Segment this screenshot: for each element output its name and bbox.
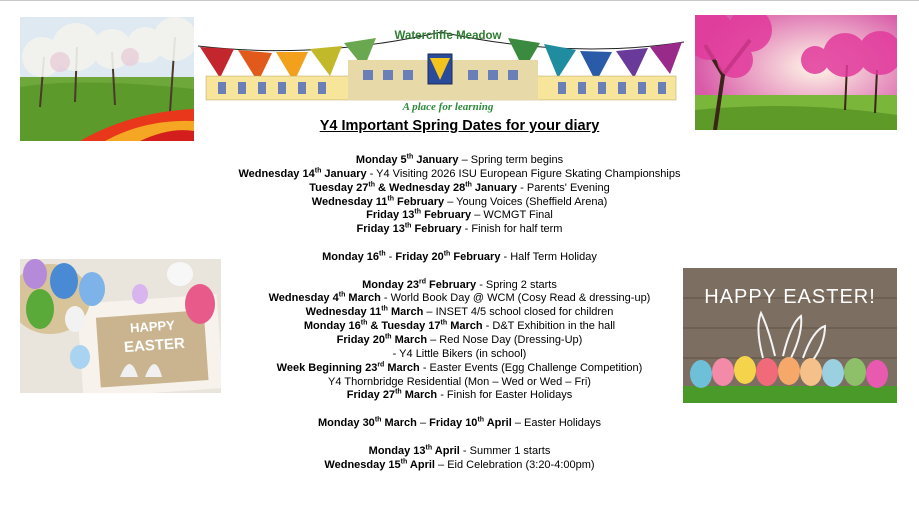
date-suffix: rd [419,277,426,285]
date-bold [357,223,462,235]
date-suffix: th [338,291,346,299]
date-line [0,209,919,223]
date-bold [366,209,471,221]
date-suffix: th [384,333,392,341]
date-line [0,154,919,168]
date-description: - Y4 Little Bikers (in school) [392,347,527,360]
date-description: - [385,250,396,263]
date-day: Week Beginning 23 [276,361,378,374]
date-suffix: th [477,416,485,424]
date-description: - Parents' Evening [517,181,610,194]
date-suffix: th [374,416,382,424]
date-month: February [450,250,501,263]
date-month: January [471,181,518,194]
date-description: - World Book Day @ WCM (Cosy Read & dressing-up) [380,292,651,305]
date-description: - Easter Events (Egg Challenge Competition) [419,361,643,374]
date-line [0,168,919,182]
date-bold [322,251,385,263]
date-suffix: th [387,194,394,202]
date-suffix: th [379,250,386,258]
date-bold [239,168,367,180]
date-month: March [381,417,417,430]
date-suffix: rd [377,361,385,368]
date-day: Monday 13 [368,444,426,457]
date-description: – [416,417,430,430]
date-bold [337,334,427,346]
date-month: & Tuesday 17 [367,320,441,333]
school-banner [198,18,684,118]
date-month: March [391,333,428,346]
date-suffix: th [360,319,368,327]
date-month: April [432,444,460,457]
date-suffix: th [381,305,388,313]
date-suffix: th [400,457,408,465]
date-bold [312,196,444,208]
date-day: Friday 13 [366,209,415,222]
date-month: February [426,278,477,291]
date-line [0,223,919,237]
date-bold [269,292,381,304]
happy-easter-eggs-frame-photo [20,259,221,393]
date-day: Monday 5 [355,154,407,166]
date-month: & Wednesday 28 [374,181,466,194]
date-month: February [411,223,462,236]
date-suffix: th [404,222,412,230]
date-day: Wednesday 4 [268,292,339,305]
date-day: Friday 27 [346,389,396,402]
sign-text: HAPPY EASTER! [704,286,876,308]
happy-easter-wood-sign-photo [683,268,897,403]
date-line [0,196,919,210]
date-day: Monday 30 [317,417,375,430]
date-month: January [413,154,459,166]
date-bold [277,362,420,374]
date-bold [369,445,460,457]
date-suffix: th [465,181,472,189]
date-day: Monday 23 [362,278,419,291]
date-suffix: th [440,319,448,327]
date-suffix: th [414,208,422,216]
date-month: March [447,320,483,333]
date-day: Wednesday 15 [324,458,401,471]
date-description: - Spring 2 starts [476,278,557,291]
date-bold [304,320,483,332]
date-day: Friday 13 [356,223,405,236]
date-day: Tuesday 27 [309,181,369,194]
date-description: – WCMGT Final [471,209,553,222]
date-month: February [394,195,445,208]
date-description: – INSET 4/5 school closed for children [423,306,614,319]
date-bold [309,182,517,194]
date-day: Monday 16 [303,320,361,333]
date-day: Wednesday 11 [305,306,382,319]
date-month: April [407,458,435,471]
date-month: March [384,361,420,374]
date-month: January [321,167,367,180]
top-divider [0,0,919,1]
frame-text-happy: HAPPY [129,317,176,336]
date-day: Monday 16 [322,250,379,263]
date-description: - Finish for Easter Holidays [437,389,573,402]
date-bold [347,389,437,401]
date-description: - Y4 Visiting 2026 ISU European Figure Skating Championships [366,167,681,180]
date-description: - Finish for half term [461,223,563,236]
frame-text-easter: EASTER [123,334,186,357]
date-bold [429,417,512,429]
school-name: Watercliffe Meadow [394,30,502,42]
date-suffix: th [406,153,414,161]
date-line [0,445,919,459]
date-description: - Summer 1 starts [459,444,551,457]
date-month: March [387,306,424,319]
date-description: – Eid Celebration (3:20-4:00pm) [434,458,595,471]
date-day: Wednesday 11 [311,195,388,208]
date-month: March [401,389,438,402]
date-suffix: th [314,167,322,175]
date-description: - Half Term Holiday [500,250,597,263]
date-suffix: th [425,444,433,452]
date-gap [0,431,919,445]
cherry-blossom-photo [695,15,897,130]
date-bold [356,154,459,166]
date-suffix: th [395,388,402,396]
date-gap [0,237,919,251]
page-heading: Y4 Important Spring Dates for your diary [319,118,600,134]
date-line [0,459,919,473]
school-tagline: A place for learning [402,101,494,113]
date-description: – Spring term begins [458,154,564,166]
date-day: Wednesday 14 [238,167,315,180]
date-line [0,182,919,196]
date-bold [306,306,424,318]
date-description: - D&T Exhibition in the hall [482,320,616,333]
date-description: – Young Voices (Sheffield Arena) [444,195,608,208]
date-month: March [345,292,381,305]
date-month: April [484,417,512,430]
date-suffix: th [443,250,451,258]
date-day: Friday 10 [429,417,478,430]
date-suffix: th [368,181,375,189]
date-description: – Easter Holidays [511,417,602,430]
date-day: Friday 20 [336,333,385,346]
date-bold [318,417,417,429]
date-line [0,417,919,431]
date-bold [324,459,435,471]
date-gap [0,403,919,417]
date-bold [395,251,500,263]
date-description: Y4 Thornbridge Residential (Mon – Wed or Wed – Fri) [328,375,591,388]
date-bold [362,279,476,291]
date-description: – Red Nose Day (Dressing-Up) [427,333,583,346]
date-month: February [421,209,472,222]
date-day: Friday 20 [395,250,444,263]
